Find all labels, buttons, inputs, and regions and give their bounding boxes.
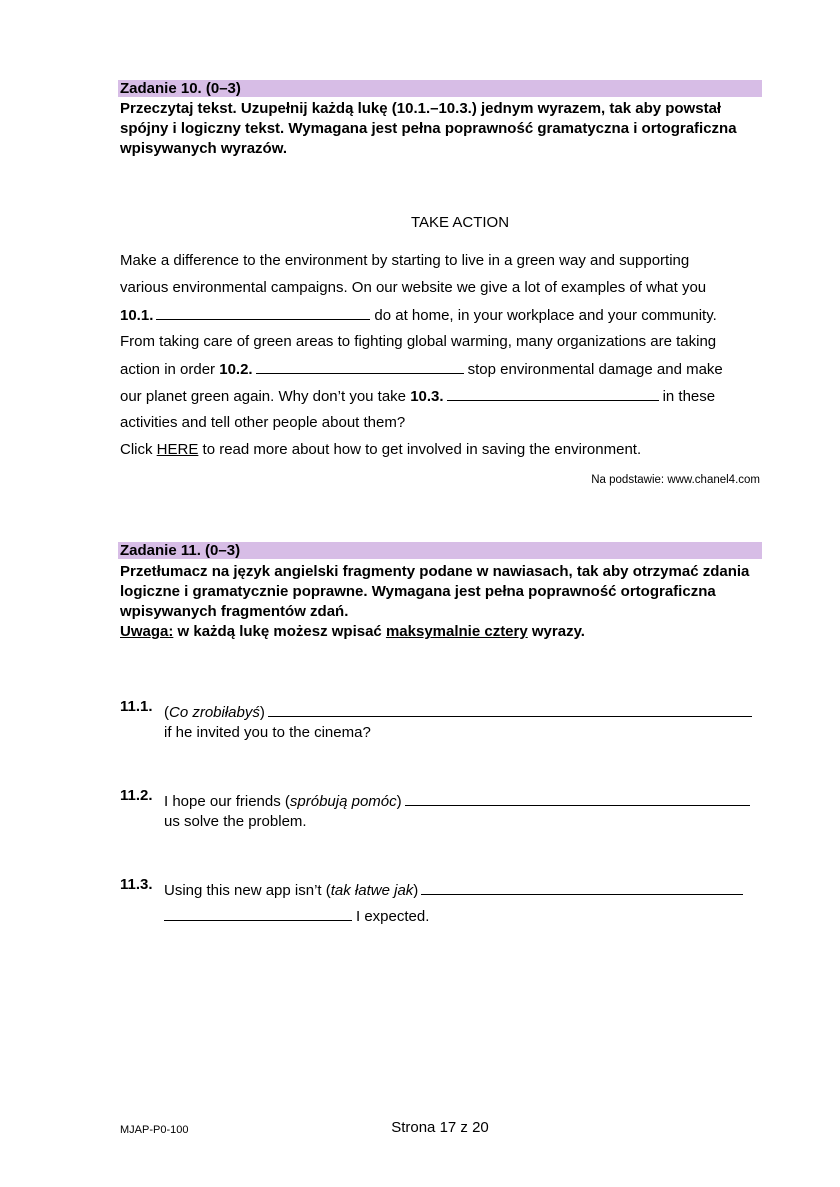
task10-instruction: Przeczytaj tekst. Uzupełnij każdą lukę (10.1.–10.3.) jednym wyrazem, tak aby powstał spójny i logiczny tekst. Wymagana jest pełna poprawność gramatyczna i ortograficzna wpisywanych wyrazów. <box>120 100 737 157</box>
task-item-11-3 <box>120 876 770 936</box>
page-number: Strona 17 z 20 <box>391 1119 489 1136</box>
text-line-6-before: our planet green again. Why don’t you take <box>120 388 407 405</box>
answer-line-11-3a[interactable] <box>421 876 743 895</box>
item-line-1 <box>164 787 754 810</box>
item-line-2 <box>164 902 429 925</box>
item-prompt: Co zrobiłabyś <box>169 704 260 721</box>
gap-label-10-3: 10.3. <box>410 388 444 405</box>
note-text-2: wyrazy. <box>531 623 585 640</box>
gap-label-10-2: 10.2. <box>219 361 253 378</box>
text-line-5-after: stop environmental damage and make <box>467 361 723 378</box>
text-line-6-after: in these <box>662 388 716 405</box>
note-text-1: w każdą lukę możesz wpisać <box>177 623 382 640</box>
answer-line-11-1[interactable] <box>268 698 752 717</box>
item-text-before: ( <box>164 704 169 721</box>
item-text-before: Using this new app isn’t ( <box>164 882 331 899</box>
gap-10-2[interactable] <box>256 355 464 374</box>
item-text-before: I hope our friends ( <box>164 793 290 810</box>
item-prompt: spróbują pomóc <box>289 793 397 810</box>
text-line-8-before: Click <box>120 441 153 458</box>
item-number: 11.2. <box>120 787 153 804</box>
item-line-1 <box>164 698 756 721</box>
item-number: 11.1. <box>120 698 153 715</box>
text-line-5-before: action in order <box>120 361 216 378</box>
text-title: TAKE ACTION <box>410 214 510 231</box>
item-line-2: if he invited you to the cinema? <box>164 724 371 741</box>
source-note: Na podstawie: www.chanel4.com <box>591 474 760 486</box>
task11-instruction: Przetłumacz na język angielski fragmenty podane w nawiasach, tak aby otrzymać zdania logiczne i gramatycznie poprawne. Wymagana jest pełna poprawność ortograficzna wpisywanych fragmentów zdań. <box>120 563 750 620</box>
note-label: Uwaga: <box>120 623 174 640</box>
text-line-4: From taking care of green areas to fighting global warming, many organizations are taking <box>120 333 717 350</box>
item-text-after: ) <box>413 882 419 899</box>
text-line-6 <box>120 382 770 409</box>
task-item-11-1 <box>120 698 770 758</box>
task-item-11-2 <box>120 787 770 847</box>
answer-line-11-3b[interactable] <box>164 902 352 921</box>
text-line-2: various environmental campaigns. On our website we give a lot of examples of what you <box>120 279 707 296</box>
item-number: 11.3. <box>120 876 153 893</box>
answer-line-11-2[interactable] <box>405 787 750 806</box>
item-text-after: ) <box>396 793 402 810</box>
task10-header: Zadanie 10. (0–3) <box>118 80 762 97</box>
text-line-3-after: do at home, in your workplace and your community. <box>374 307 717 324</box>
note-emphasis: maksymalnie cztery <box>385 623 528 640</box>
text-line-8-after: to read more about how to get involved in saving the environment. <box>202 441 642 458</box>
task10-text <box>120 247 770 463</box>
task11-note <box>120 622 770 642</box>
here-link[interactable]: HERE <box>156 441 199 458</box>
task11-header: Zadanie 11. (0–3) <box>118 542 762 559</box>
text-line-7: activities and tell other people about them? <box>120 414 406 431</box>
text-line-8 <box>120 436 770 463</box>
exam-code: MJAP-P0-100 <box>120 1124 189 1136</box>
task11-instruction-block <box>120 562 770 642</box>
item-prompt: tak łatwe jak <box>330 882 414 899</box>
item-line-1 <box>164 876 747 899</box>
text-line-1: Make a difference to the environment by starting to live in a green way and supporting <box>120 252 690 269</box>
text-line-3 <box>120 301 770 328</box>
text-line-5 <box>120 355 770 382</box>
item-text-after: ) <box>259 704 265 721</box>
gap-label-10-1: 10.1. <box>120 307 154 324</box>
gap-10-3[interactable] <box>447 382 659 401</box>
item-line-2: us solve the problem. <box>164 813 307 830</box>
gap-10-1[interactable] <box>156 301 370 320</box>
item-text-line-2: I expected. <box>356 908 430 925</box>
